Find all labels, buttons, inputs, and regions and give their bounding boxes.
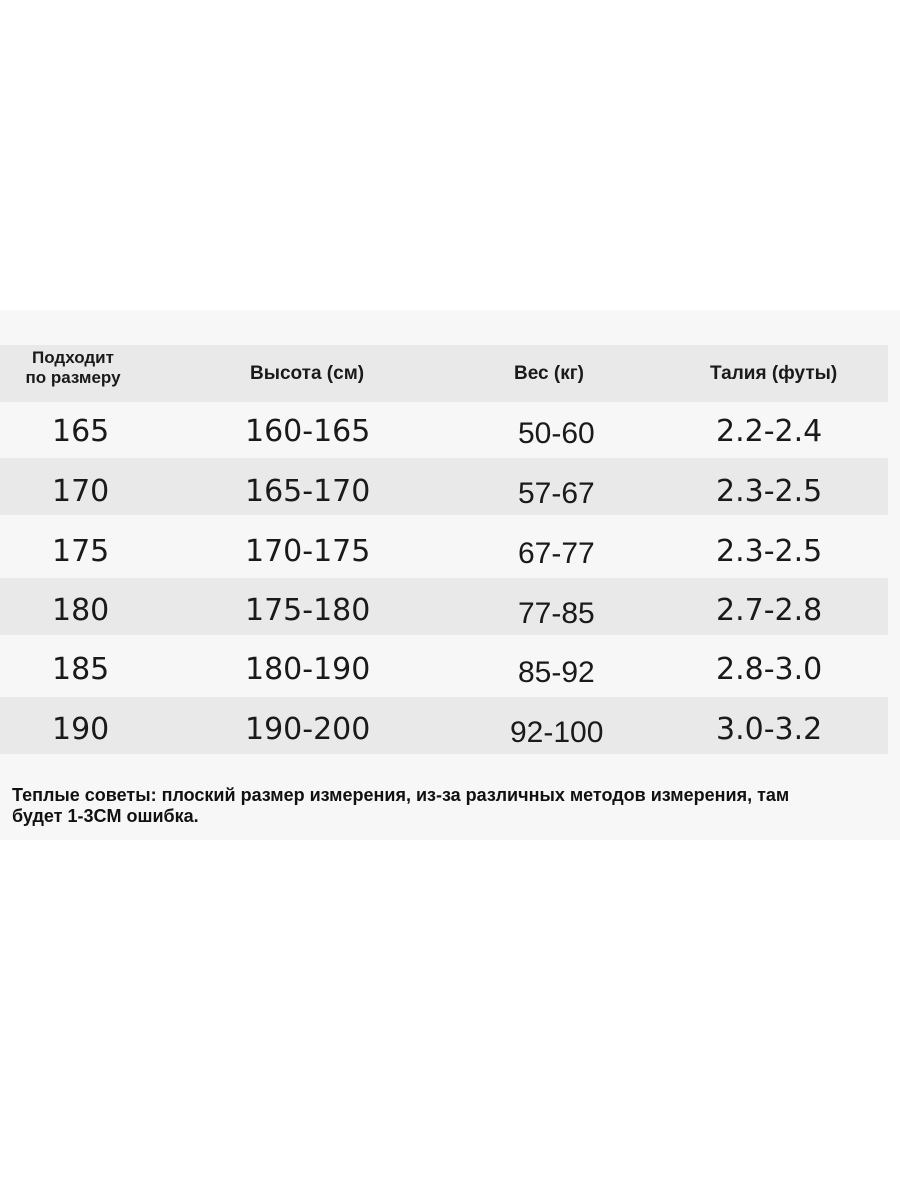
cell-weight: 77-85 (518, 597, 595, 630)
header-fit-line1: Подходит (32, 348, 114, 367)
cell-height: 175-180 (245, 593, 371, 628)
cell-size: 165 (52, 414, 110, 449)
cell-waist: 3.0-3.2 (716, 712, 823, 747)
header-fit-line2: по размеру (25, 368, 121, 387)
cell-height: 165-170 (245, 474, 371, 509)
note-line1: Теплые советы: плоский размер измерения, из-за различных методов измерения, там (12, 785, 790, 805)
cell-weight: 85-92 (518, 656, 595, 689)
cell-waist: 2.2-2.4 (716, 414, 823, 449)
cell-weight: 92-100 (510, 716, 604, 749)
cell-waist: 2.3-2.5 (716, 474, 823, 509)
cell-size: 190 (52, 712, 110, 747)
cell-size: 185 (52, 652, 110, 687)
header-waist: Талия (футы) (710, 363, 838, 384)
header-height: Высота (см) (250, 363, 365, 384)
cell-height: 190-200 (245, 712, 371, 747)
cell-waist: 2.7-2.8 (716, 593, 823, 628)
cell-size: 180 (52, 593, 110, 628)
cell-weight: 50-60 (518, 417, 595, 450)
cell-waist: 2.8-3.0 (716, 652, 823, 687)
cell-waist: 2.3-2.5 (716, 534, 823, 569)
cell-size: 170 (52, 474, 110, 509)
cell-height: 180-190 (245, 652, 371, 687)
header-fit-size (18, 348, 128, 388)
cell-weight: 67-77 (518, 537, 595, 570)
cell-size: 175 (52, 534, 110, 569)
cell-weight: 57-67 (518, 477, 595, 510)
measurement-note (12, 785, 888, 827)
header-weight: Вес (кг) (514, 363, 584, 384)
cell-height: 170-175 (245, 534, 371, 569)
cell-height: 160-165 (245, 414, 371, 449)
note-line2: будет 1-3CM ошибка. (12, 806, 199, 826)
